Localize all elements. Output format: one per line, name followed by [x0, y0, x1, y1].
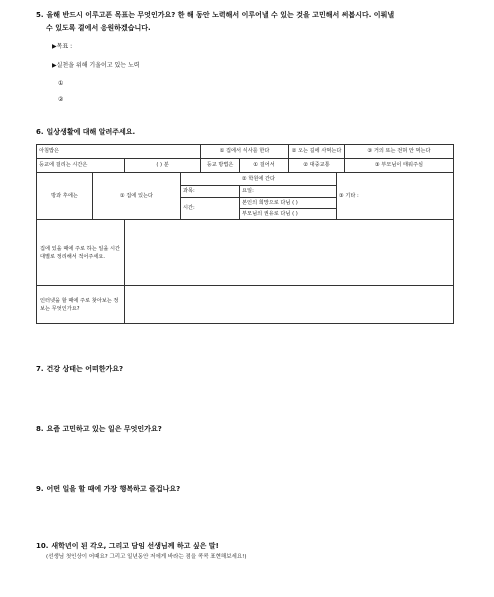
breakfast-option-1[interactable]: ① 집에서 식사를 한다 — [201, 145, 289, 159]
commute-row — [37, 159, 454, 173]
self-wish-field[interactable]: 본인의 희망으로 다님 ( ) — [240, 198, 337, 209]
after-school-option-1[interactable]: ① 집에 있는다 — [93, 173, 181, 220]
q10-number: 10. — [36, 542, 49, 550]
q6-number: 6. — [36, 128, 44, 136]
q8-title: 요즘 고민하고 있는 일은 무엇인가요? — [46, 425, 162, 433]
internet-answer[interactable] — [125, 286, 454, 324]
internet-label: 인터넷을 할 때에 주로 찾아보는 정보는 무엇인가요? — [37, 286, 125, 324]
q7-title: 건강 상태는 어떠한가요? — [46, 365, 124, 373]
q9-title: 어떤 일을 할 때에 가장 행복하고 즐겁나요? — [46, 485, 181, 493]
commute-option-1[interactable]: ① 걸어서 — [240, 159, 289, 173]
after-school-option-2[interactable]: ② 학원에 간다 — [181, 173, 337, 186]
q8-heading — [36, 424, 162, 435]
breakfast-row — [37, 145, 454, 159]
q10-heading — [36, 541, 219, 552]
after-school-label: 방과 후에는 — [37, 173, 93, 220]
q7-number: 7. — [36, 365, 44, 373]
home-time-label: 집에 있을 때에 주로 하는 일을 시간대별로 정리해서 적어주세요. — [37, 220, 125, 286]
commute-method-label: 등교 방법은 — [201, 159, 240, 173]
commute-option-3[interactable]: ③ 부모님이 태워주심 — [345, 159, 454, 173]
q6-heading — [36, 127, 135, 138]
home-time-answer[interactable] — [125, 220, 454, 286]
day-field[interactable]: 요일: — [240, 186, 337, 198]
home-time-row — [37, 220, 454, 286]
commute-time-field[interactable]: ( ) 분 — [125, 159, 201, 173]
breakfast-option-2[interactable]: ② 오는 길에 사먹는다 — [289, 145, 345, 159]
q9-number: 9. — [36, 485, 44, 493]
q10-subtitle: (선생님 첫인상이 어때요? 그리고 일년동안 저에게 바라는 점을 콕콕 표현해보세요!) — [46, 554, 247, 560]
q9-heading — [36, 484, 180, 495]
q5-item-1: ① — [58, 80, 64, 87]
after-school-row-1 — [37, 173, 454, 186]
time-field[interactable]: 시간: — [181, 198, 240, 220]
q8-number: 8. — [36, 425, 44, 433]
subject-field[interactable]: 과목: — [181, 186, 240, 198]
q5-number: 5. — [36, 11, 44, 19]
q5-line1 — [36, 10, 476, 21]
internet-row — [37, 286, 454, 324]
commute-time-label: 등교에 걸리는 시간은 — [37, 159, 125, 173]
parent-wish-field[interactable]: 부모님의 권유로 다님 ( ) — [240, 209, 337, 220]
breakfast-option-3[interactable]: ③ 거의 또는 전혀 안 먹는다 — [345, 145, 454, 159]
q10-title: 새학년이 된 각오, 그리고 담임 선생님께 하고 싶은 말! — [51, 542, 219, 550]
q5-text-line2: 수 있도록 곁에서 응원하겠습니다. — [46, 24, 151, 32]
q5-text-line1: 올해 반드시 이루고픈 목표는 무엇인가요? 한 해 동안 노력해서 이루어낼 수 있는 것을 고민해서 써봅시다. 이뤄낼 — [46, 11, 395, 19]
breakfast-label: 아침밥은 — [37, 145, 201, 159]
q6-title: 일상생활에 대해 알려주세요. — [46, 128, 136, 136]
daily-life-table — [36, 144, 454, 324]
q7-heading — [36, 364, 123, 375]
q5-item-2: ② — [58, 96, 64, 103]
after-school-option-3[interactable]: ③ 기타 : — [337, 173, 454, 220]
commute-option-2[interactable]: ② 대중교통 — [289, 159, 345, 173]
q5-effort-label: ▶실천을 위해 기울이고 있는 노력 — [52, 62, 140, 69]
q5-goal-label: ▶목표 : — [52, 43, 73, 50]
